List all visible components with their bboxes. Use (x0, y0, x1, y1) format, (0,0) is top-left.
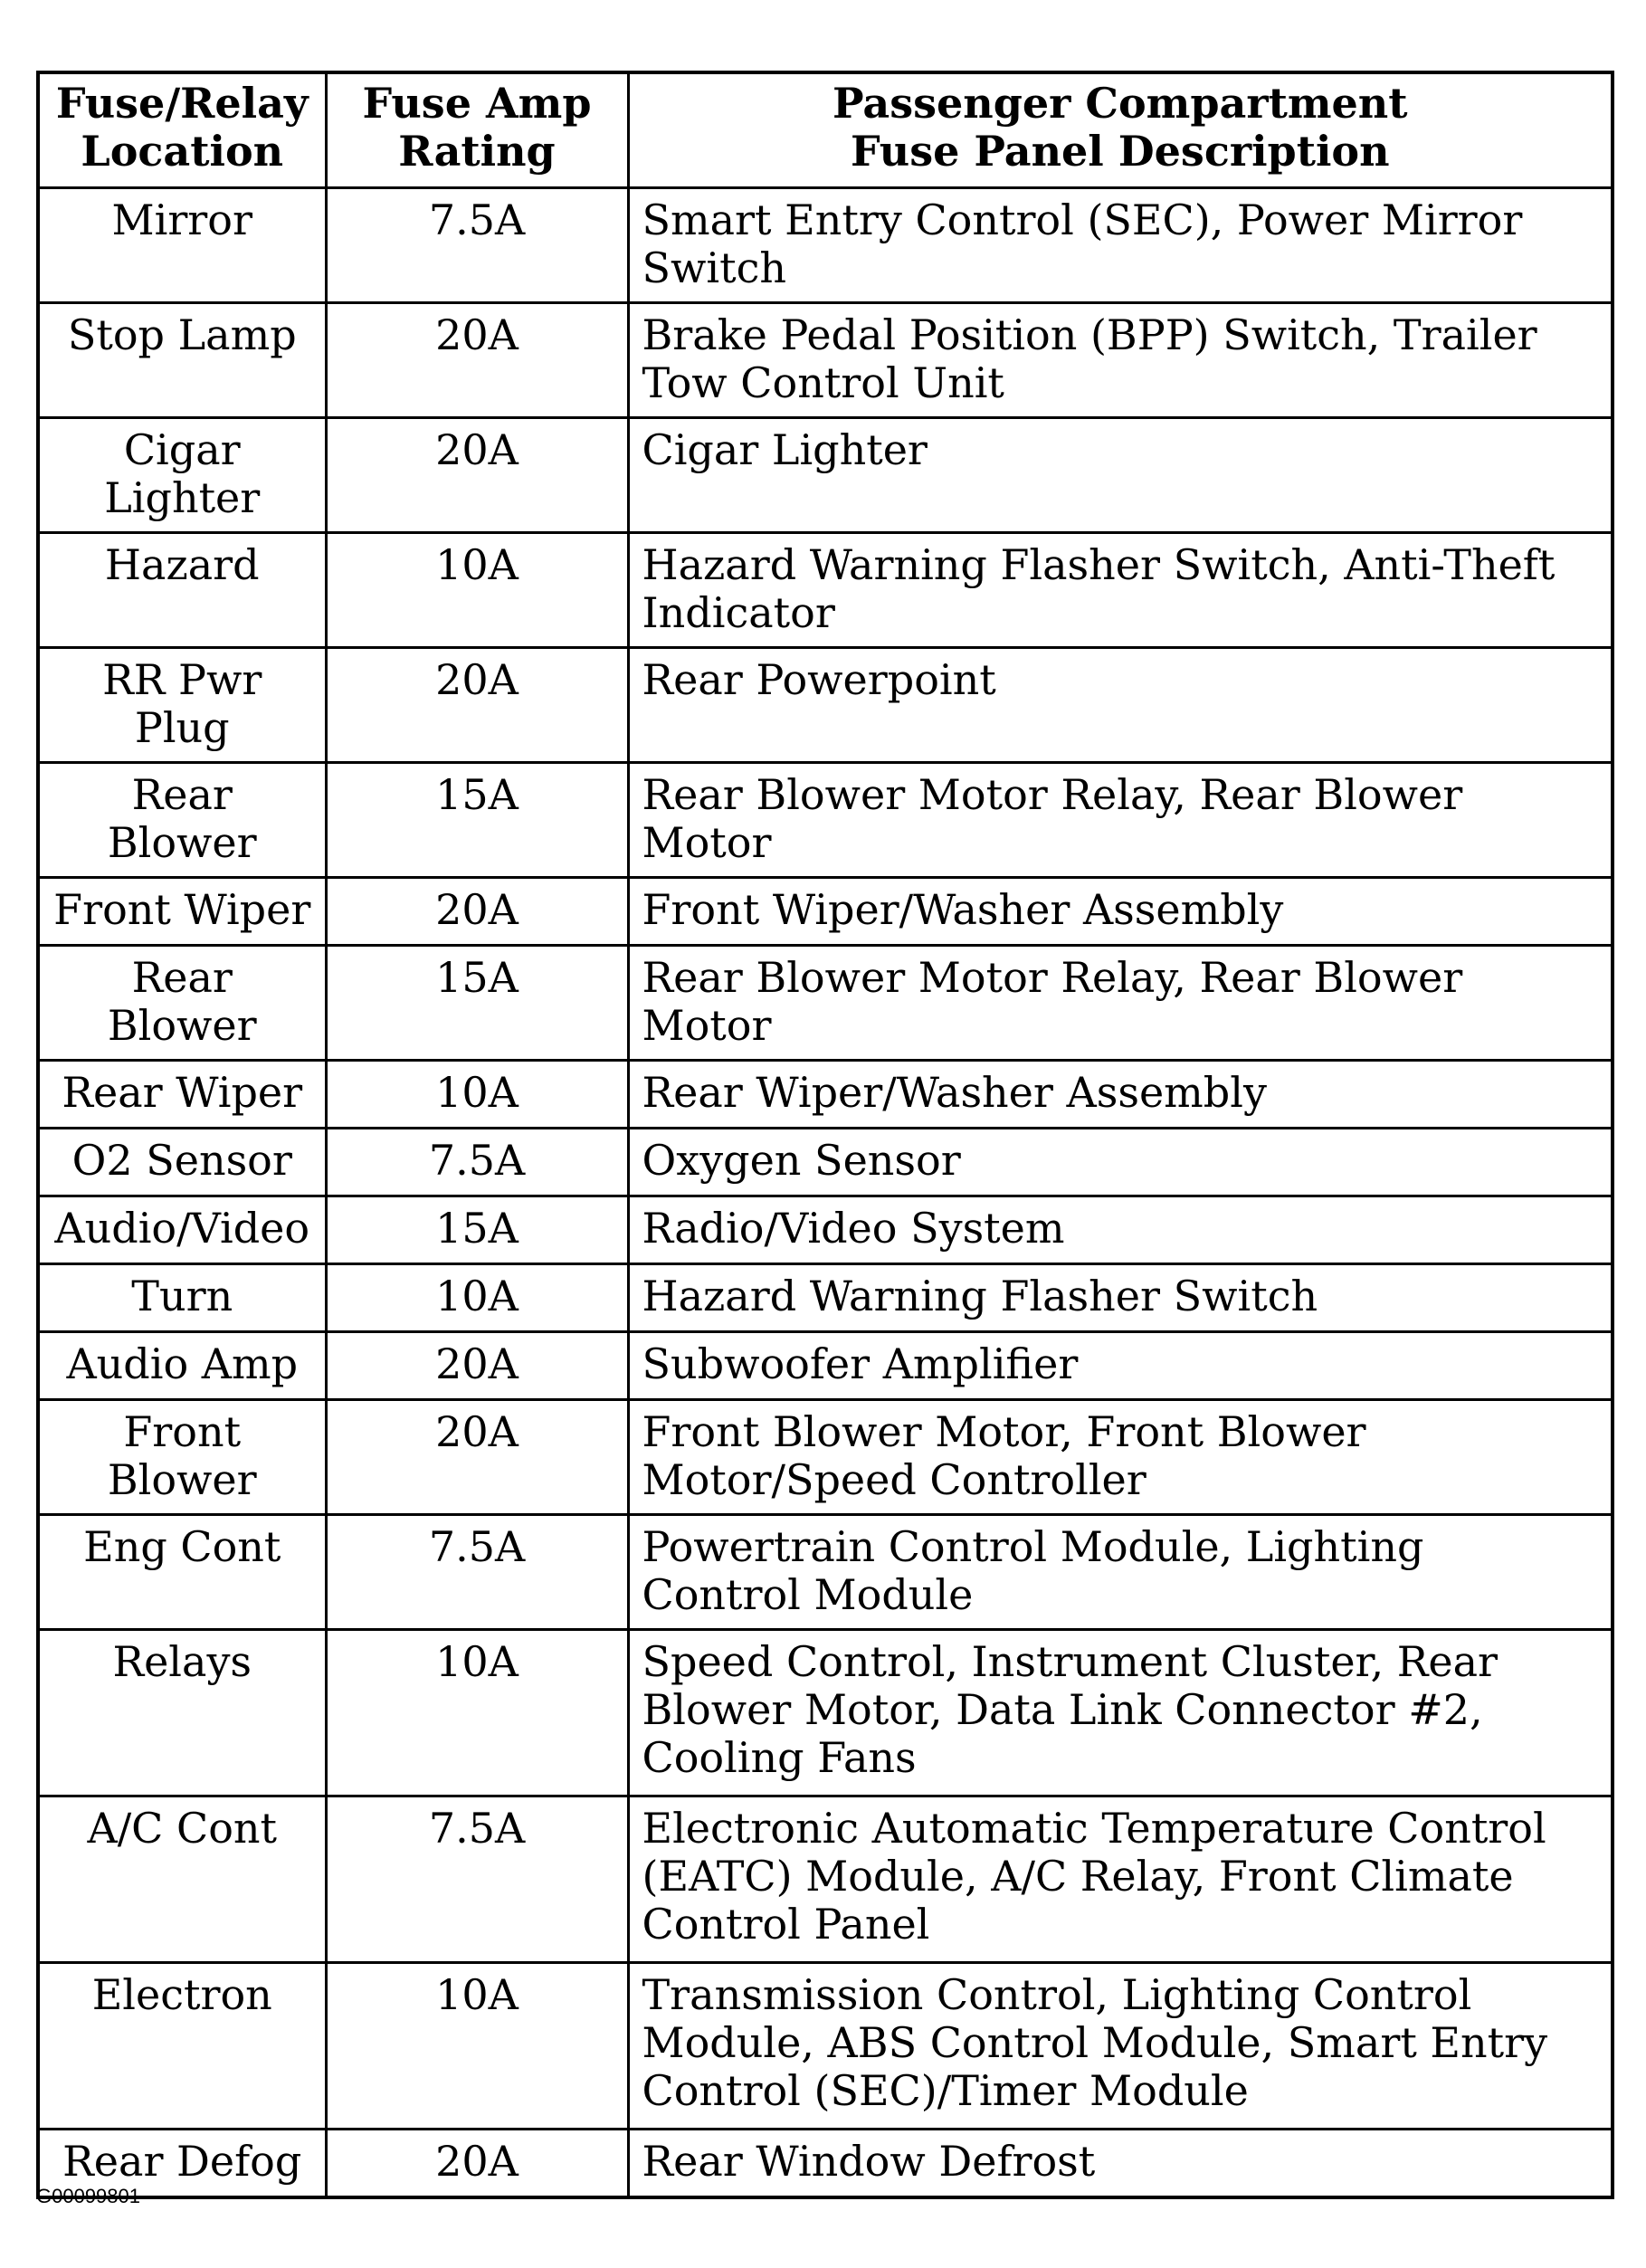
fuse-location-line: Eng Cont (83, 1522, 281, 1571)
header-description: Passenger Compartment Fuse Panel Description (628, 72, 1613, 188)
table-row (38, 1796, 1613, 1963)
fuse-amp-rating: 7.5A (326, 1796, 628, 1963)
fuse-description-line: Blower Motor, Data Link Connector #2, (642, 1685, 1483, 1734)
fuse-description-line: Rear Powerpoint (642, 655, 996, 704)
fuse-description (628, 1515, 1613, 1630)
fuse-description-line: Electronic Automatic Temperature Control (642, 1804, 1546, 1853)
fuse-description (628, 1400, 1613, 1515)
fuse-rows (38, 188, 1613, 2198)
fuse-description-line: Control Module (642, 1570, 974, 1619)
fuse-table (36, 71, 1614, 2199)
fuse-description (628, 303, 1613, 418)
fuse-description (628, 1796, 1613, 1963)
header-amp-rating: Fuse Amp Rating (326, 72, 628, 188)
fuse-location-line: Turn (131, 1272, 233, 1320)
fuse-amp-rating: 15A (326, 946, 628, 1061)
fuse-description (628, 1196, 1613, 1264)
fuse-amp-rating: 10A (326, 1061, 628, 1129)
fuse-description-line: Cooling Fans (642, 1733, 917, 1782)
fuse-location (38, 303, 326, 418)
figure-code: G00099801 (36, 2185, 140, 2207)
table-row (38, 763, 1613, 878)
fuse-description-line: Rear Blower Motor Relay, Rear Blower (642, 953, 1463, 1002)
fuse-location-line: Blower (107, 1455, 257, 1504)
fuse-location-line: Rear Wiper (62, 1068, 303, 1117)
fuse-amp-rating: 7.5A (326, 1515, 628, 1630)
fuse-description (628, 418, 1613, 533)
fuse-description-line: Control Panel (642, 1900, 930, 1949)
fuse-description (628, 1264, 1613, 1332)
table-row (38, 1963, 1613, 2130)
fuse-amp-rating: 15A (326, 763, 628, 878)
table-row (38, 946, 1613, 1061)
fuse-location (38, 1400, 326, 1515)
fuse-amp-rating: 20A (326, 1332, 628, 1400)
fuse-description-line: Speed Control, Instrument Cluster, Rear (642, 1637, 1498, 1686)
fuse-description-line: Front Blower Motor, Front Blower (642, 1407, 1366, 1456)
fuse-location-line: Audio/Video (54, 1204, 310, 1253)
fuse-location-line: A/C Cont (87, 1804, 278, 1853)
table-row (38, 1264, 1613, 1332)
table-row (38, 188, 1613, 303)
fuse-description-line: Transmission Control, Lighting Control (642, 1970, 1472, 2019)
fuse-location-line: Audio Amp (66, 1339, 299, 1388)
fuse-description (628, 1963, 1613, 2130)
fuse-location (38, 1264, 326, 1332)
fuse-description-line: Front Wiper/Washer Assembly (642, 885, 1284, 934)
fuse-location-line: Electron (91, 1970, 272, 2019)
fuse-description-line: Module, ABS Control Module, Smart Entry (642, 2018, 1548, 2067)
fuse-description-line: Oxygen Sensor (642, 1136, 961, 1185)
fuse-amp-rating: 10A (326, 1264, 628, 1332)
header-location: Fuse/Relay Location (38, 72, 326, 188)
table-row (38, 878, 1613, 946)
table-row (38, 1332, 1613, 1400)
fuse-amp-rating: 15A (326, 1196, 628, 1264)
fuse-amp-rating: 7.5A (326, 1129, 628, 1196)
table-row (38, 533, 1613, 648)
fuse-location (38, 1796, 326, 1963)
fuse-description (628, 1332, 1613, 1400)
table-row (38, 418, 1613, 533)
fuse-description-line: Motor/Speed Controller (642, 1455, 1146, 1504)
fuse-description-line: Hazard Warning Flasher Switch, Anti-Theft (642, 540, 1556, 589)
fuse-description (628, 1630, 1613, 1796)
fuse-description-line: Rear Blower Motor Relay, Rear Blower (642, 770, 1463, 819)
fuse-description-line: Cigar Lighter (642, 425, 928, 474)
fuse-description-line: Tow Control Unit (642, 358, 1004, 407)
fuse-description (628, 878, 1613, 946)
fuse-description-line: Motor (642, 1001, 772, 1050)
fuse-amp-rating: 10A (326, 533, 628, 648)
fuse-description (628, 188, 1613, 303)
table-row (38, 1400, 1613, 1515)
fuse-location (38, 1515, 326, 1630)
fuse-location-line: Lighter (104, 473, 261, 522)
fuse-location (38, 1963, 326, 2130)
fuse-amp-rating: 20A (326, 2130, 628, 2198)
fuse-description-line: Rear Window Defrost (642, 2137, 1096, 2186)
fuse-description-line: Switch (642, 243, 786, 292)
fuse-location (38, 878, 326, 946)
table-row (38, 648, 1613, 763)
fuse-amp-rating: 20A (326, 303, 628, 418)
fuse-location-line: Front Wiper (53, 885, 311, 934)
fuse-location (38, 418, 326, 533)
fuse-description (628, 1061, 1613, 1129)
fuse-description (628, 946, 1613, 1061)
fuse-description-line: Powertrain Control Module, Lighting (642, 1522, 1424, 1571)
fuse-description-line: Brake Pedal Position (BPP) Switch, Trailer (642, 310, 1537, 359)
fuse-description (628, 763, 1613, 878)
fuse-description-line: Smart Entry Control (SEC), Power Mirror (642, 195, 1523, 244)
fuse-description-line: Hazard Warning Flasher Switch (642, 1272, 1318, 1320)
fuse-description (628, 648, 1613, 763)
table-row (38, 2130, 1613, 2198)
fuse-location (38, 533, 326, 648)
fuse-location-line: Stop Lamp (67, 310, 297, 359)
fuse-amp-rating: 20A (326, 418, 628, 533)
table-row (38, 1129, 1613, 1196)
fuse-description-line: Indicator (642, 588, 835, 637)
fuse-location (38, 188, 326, 303)
fuse-location (38, 1061, 326, 1129)
fuse-amp-rating: 20A (326, 878, 628, 946)
fuse-amp-rating: 7.5A (326, 188, 628, 303)
fuse-description-line: Subwoofer Amplifier (642, 1339, 1079, 1388)
fuse-location-line: Rear Blower (107, 770, 257, 867)
table-row (38, 1515, 1613, 1630)
fuse-amp-rating: 20A (326, 1400, 628, 1515)
fuse-location (38, 1332, 326, 1400)
fuse-location (38, 1129, 326, 1196)
fuse-amp-rating: 20A (326, 648, 628, 763)
fuse-location-line: RR Pwr (102, 655, 262, 704)
table-row (38, 1196, 1613, 1264)
fuse-location-line: O2 Sensor (71, 1136, 292, 1185)
fuse-location (38, 946, 326, 1061)
fuse-location (38, 1630, 326, 1796)
fuse-location-line: Rear Blower (107, 953, 257, 1050)
fuse-description-line: Radio/Video System (642, 1204, 1065, 1253)
fuse-amp-rating: 10A (326, 1630, 628, 1796)
fuse-location (38, 763, 326, 878)
table-row (38, 1630, 1613, 1796)
fuse-location-line: Plug (134, 703, 230, 752)
fuse-description-line: (EATC) Module, A/C Relay, Front Climate (642, 1852, 1514, 1901)
table-row (38, 303, 1613, 418)
fuse-location (38, 1196, 326, 1264)
fuse-location-line: Mirror (111, 195, 252, 244)
fuse-location-line: Hazard (104, 540, 260, 589)
fuse-description-line: Rear Wiper/Washer Assembly (642, 1068, 1267, 1117)
fuse-location-line: Relays (112, 1637, 252, 1686)
table-row (38, 1061, 1613, 1129)
fuse-description (628, 2130, 1613, 2198)
fuse-location-line: Rear Defog (62, 2137, 302, 2186)
fuse-location (38, 648, 326, 763)
fuse-location-line: Front (123, 1407, 242, 1456)
fuse-location-line: Cigar (123, 425, 241, 474)
fuse-description (628, 533, 1613, 648)
fuse-description-line: Motor (642, 818, 772, 867)
header-row (38, 72, 1613, 188)
fuse-description (628, 1129, 1613, 1196)
fuse-amp-rating: 10A (326, 1963, 628, 2130)
fuse-description-line: Control (SEC)/Timer Module (642, 2066, 1249, 2115)
